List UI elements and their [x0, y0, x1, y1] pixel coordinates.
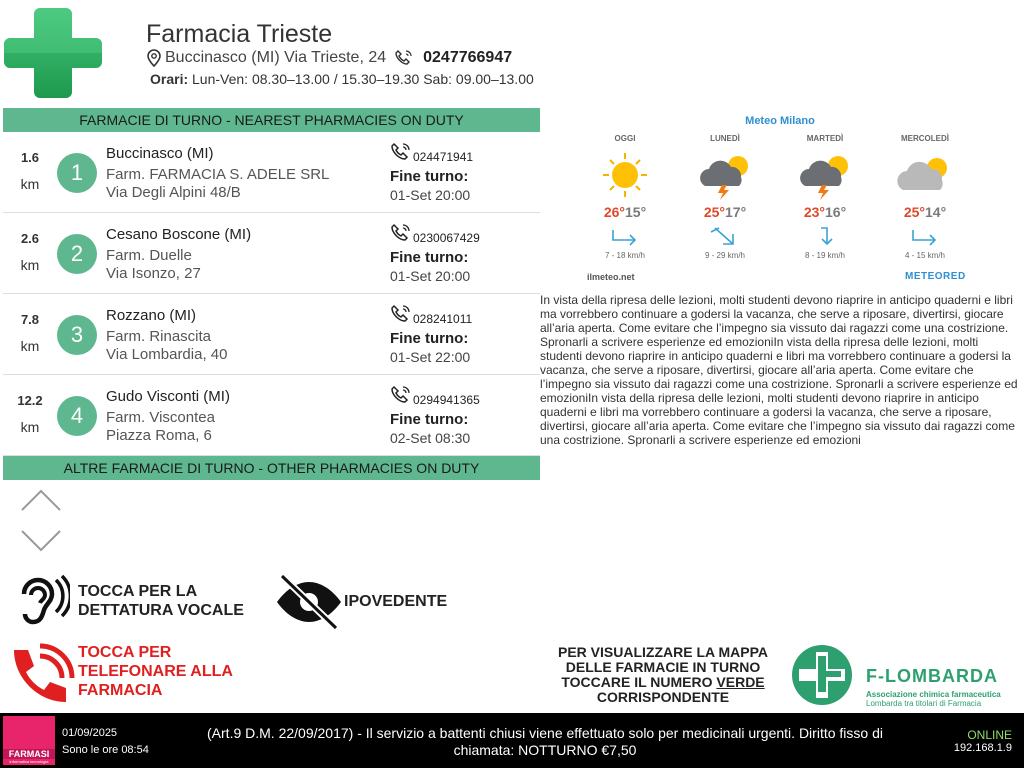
wind-speed: 8 - 19 km/h: [804, 251, 845, 260]
location-pin-icon: [146, 49, 162, 67]
duty-phone[interactable]: [390, 223, 480, 245]
duty-pharmacy-name: Farm. Viscontea: [106, 409, 215, 426]
pharmacy-city: Rozzano (MI): [106, 307, 197, 324]
phone-icon: [390, 223, 412, 243]
distance-unit: km: [20, 176, 40, 192]
map-number-button[interactable]: 1: [57, 153, 97, 193]
eye-slash-icon: [274, 572, 344, 630]
call-pharmacy-button[interactable]: [6, 642, 233, 712]
duty-phone[interactable]: [390, 385, 480, 407]
on-duty-header: FARMACIE DI TURNO - NEAREST PHARMACIES ON DUTY: [3, 108, 540, 132]
end-shift-label: Fine turno:: [390, 411, 469, 428]
duty-pharmacy-row[interactable]: [3, 294, 540, 375]
news-article-text: In vista della ripresa delle lezioni, molti studenti devono riaprire in anticipo quaderni e libri ma vorrebbero continuare a godersi la vacanza, che serve a riposare, divertirsi, giocare all’aria aperta. Come evitare che l’impegno sia vissuto dai ragazzi come una costrizione. Spronarli a scrivere esperienze ed emozioniIn vista della ripresa delle lezioni, molti studenti devono riaprire in anticipo quaderni e libri ma vorrebbero continuare a godersi la vacanza, che serve a riposare, divertirsi, giocare all’aria aperta. Come evitare che l’impegno sia vissuto dai ragazzi come una costrizione. Spronarli a scrivere esperienze ed emozioniIn vista della ripresa delle lezioni, molti studenti devono riaprire in anticipo quaderni e libri ma vorrebbero continuare a godersi la vacanza, che serve a riposare, divertirsi, giocare all’aria aperta. Come evitare che l’impegno sia vissuto dai ragazzi come una costrizione. Spronarli a scrivere esperienze ed emozioni: [540, 293, 1018, 447]
duty-pharmacy-row[interactable]: [3, 132, 540, 213]
opening-hours: [150, 71, 534, 87]
temp-low: 16°: [825, 204, 847, 220]
end-shift-value: 01-Set 22:00: [390, 349, 471, 365]
phone-icon: [390, 304, 412, 324]
phone-icon: [390, 142, 412, 162]
footer-notice: (Art.9 D.M. 22/09/2017) - Il servizio a battenti chiusi viene effettuato solo per medicinali urgenti. Diritto fisso di chiamata: NOTTURNO €7,50: [207, 725, 883, 758]
hearing-ear-icon: [12, 574, 70, 628]
temp-high: 25°: [703, 204, 725, 220]
distance-value: 2.6: [20, 231, 40, 246]
weather-day-label: LUNEDÌ: [710, 134, 740, 143]
map-hint: [548, 645, 778, 705]
wind-direction-icon: [775, 224, 875, 248]
wind-speed: 7 - 18 km/h: [604, 251, 645, 260]
wind-direction-icon: [575, 224, 675, 248]
end-shift-label: Fine turno:: [390, 168, 469, 185]
weather-source-meteored: METEORED: [905, 271, 966, 282]
temp-low: 17°: [725, 204, 747, 220]
temp-high: 26°: [603, 204, 625, 220]
voice-dictation-button[interactable]: [12, 574, 244, 628]
map-number-button[interactable]: 3: [57, 315, 97, 355]
wind-direction-icon: [675, 224, 775, 248]
end-shift-value: 01-Set 20:00: [390, 268, 471, 284]
pharmacy-city: Buccinasco (MI): [106, 145, 214, 162]
map-hint-line4: CORRISPONDENTE: [596, 689, 730, 705]
pharmacy-name: Farmacia Trieste: [146, 20, 333, 48]
duty-phone-number[interactable]: 024471941: [413, 150, 474, 164]
duty-pharmacy-name: Farm. FARMACIA S. ADELE SRL: [106, 166, 330, 183]
other-duty-header[interactable]: ALTRE FARMACIE DI TURNO - OTHER PHARMACIES ON DUTY: [3, 456, 540, 480]
weather-temp: [675, 204, 775, 220]
map-number-button[interactable]: 4: [57, 396, 97, 436]
weather-day-label: MERCOLEDÌ: [901, 134, 949, 143]
distance-unit: km: [20, 257, 40, 273]
weather-title: Meteo Milano: [745, 115, 815, 127]
end-shift-label: Fine turno:: [390, 330, 469, 347]
distance-unit: km: [20, 338, 40, 354]
f-lombarda-sub2: Lombarda tra titolari di Farmacia: [866, 699, 982, 708]
f-lombarda-sub1: Associazione chimica farmaceutica: [866, 690, 1001, 699]
f-lombarda-name: F-LOMBARDA: [866, 666, 998, 686]
map-hint-verde: VERDE: [716, 674, 765, 690]
end-shift-label: Fine turno:: [390, 249, 469, 266]
duty-pharmacy-street: Via Degli Alpini 48/B: [106, 184, 241, 201]
distance-value: 12.2: [17, 393, 43, 408]
low-vision-label: IPOVEDENTE: [344, 592, 448, 610]
pharmacy-city: Gudo Visconti (MI): [106, 388, 230, 405]
wind-speed: 4 - 15 km/h: [904, 251, 945, 260]
duty-pharmacy-street: Via Lombardia, 40: [106, 346, 228, 363]
duty-pharmacy-row[interactable]: [3, 375, 540, 456]
pharmacy-phone[interactable]: 0247766947: [423, 49, 513, 66]
phone-icon: [390, 385, 412, 405]
pharmacy-cross-logo: [4, 4, 102, 102]
f-lombarda-emblem-icon: [790, 642, 858, 708]
pharmacy-address-line: [146, 49, 512, 67]
map-hint-line1: PER VISUALIZZARE LA MAPPA: [557, 644, 768, 660]
map-number-button[interactable]: 2: [57, 234, 97, 274]
phone-call-icon: [6, 642, 76, 712]
farmasi-subtitle: informatica tecnologia: [9, 759, 49, 764]
scroll-up-arrow-icon[interactable]: [20, 488, 62, 512]
duty-phone[interactable]: [390, 304, 472, 326]
duty-phone-number[interactable]: 028241011: [413, 312, 473, 326]
duty-pharmacy-street: Via Isonzo, 27: [106, 265, 201, 282]
weather-temp: [575, 204, 675, 220]
map-hint-line2: DELLE FARMACIE IN TURNO: [565, 659, 761, 675]
duty-phone-number[interactable]: 0230067429: [413, 231, 480, 245]
call-line1: TOCCA PER: [78, 643, 172, 661]
distance-value: 1.6: [20, 150, 40, 165]
scroll-down-arrow-icon[interactable]: [20, 529, 62, 553]
weather-day-label: OGGI: [614, 134, 636, 143]
footer-time: Sono le ore 08:54: [62, 744, 149, 756]
pharmacy-address: Buccinasco (MI) Via Trieste, 24: [165, 49, 387, 66]
duty-pharmacy-name: Farm. Rinascita: [106, 328, 212, 345]
temp-high: 23°: [803, 204, 825, 220]
weather-day-label: MARTEDÌ: [806, 134, 844, 143]
weather-widget: [575, 112, 985, 292]
pharmacy-city: Cesano Boscone (MI): [106, 226, 252, 243]
call-line2: TELEFONARE ALLA: [78, 662, 233, 680]
temp-low: 15°: [625, 204, 647, 220]
footer-bar: [0, 713, 1024, 768]
hours-value: Lun-Ven: 08.30–13.00 / 15.30–19.30 Sab: 09.00–13.00: [192, 71, 534, 87]
weather-source-ilmeteo: ilmeteo.net: [587, 272, 635, 282]
end-shift-value: 01-Set 20:00: [390, 187, 471, 203]
duty-phone-number[interactable]: 0294941365: [413, 393, 480, 407]
sun-icon: [575, 150, 675, 200]
weather-temp: [875, 204, 975, 220]
farmasi-logo: [3, 716, 55, 765]
map-hint-line3: TOCCARE IL NUMERO: [561, 674, 713, 690]
low-vision-button[interactable]: [274, 572, 447, 630]
ip-address: 192.168.1.9: [953, 742, 1012, 754]
temp-low: 14°: [925, 204, 947, 220]
duty-pharmacy-name: Farm. Duelle: [106, 247, 192, 264]
hours-label: Orari:: [150, 71, 189, 87]
distance-unit: km: [20, 419, 40, 435]
wind-speed: 9 - 29 km/h: [704, 251, 745, 260]
duty-pharmacy-street: Piazza Roma, 6: [106, 427, 212, 444]
voice-line1: TOCCA PER LA: [78, 583, 198, 600]
footer-date: 01/09/2025: [62, 727, 118, 739]
weather-temp: [775, 204, 875, 220]
farmasi-brand: FARMASI: [3, 749, 55, 759]
distance-value: 7.8: [20, 312, 40, 327]
temp-high: 25°: [903, 204, 925, 220]
duty-phone[interactable]: [390, 142, 473, 164]
cloud-icon: [875, 150, 975, 200]
online-status: ONLINE: [967, 728, 1012, 742]
end-shift-value: 02-Set 08:30: [390, 430, 471, 446]
voice-line2: DETTATURA VOCALE: [78, 602, 244, 619]
thunderstorm-icon: [675, 150, 775, 200]
f-lombarda-logo: [790, 642, 1010, 708]
call-line3: FARMACIA: [78, 681, 163, 699]
phone-icon: [394, 49, 414, 67]
thunderstorm-icon: [775, 150, 875, 200]
wind-direction-icon: [875, 224, 975, 248]
duty-pharmacy-row[interactable]: [3, 213, 540, 294]
